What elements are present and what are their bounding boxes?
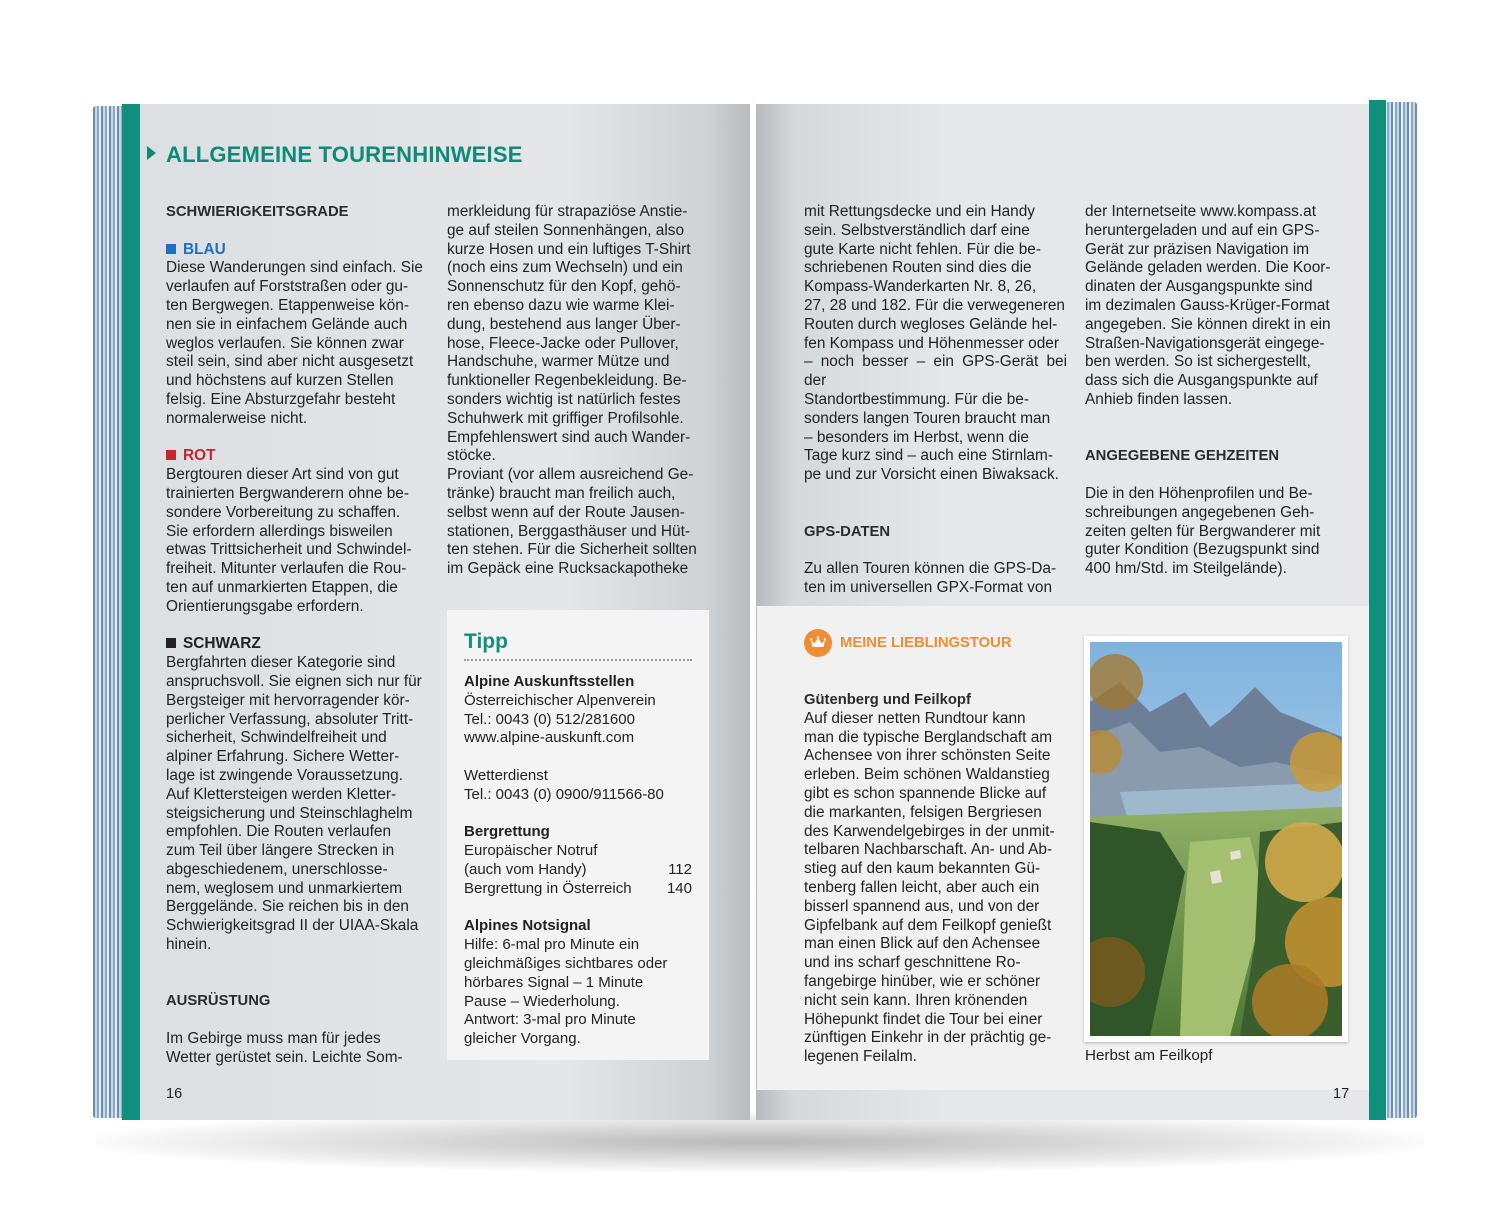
- text-line: Bergfahrten dieser Kategorie sind: [166, 654, 396, 672]
- tip-alpine-lines: [464, 692, 692, 748]
- text-line: nem, weglosem und unmarkiertem: [166, 879, 403, 897]
- text-line: ten Bergwegen. Etappenweise kön-: [166, 296, 409, 314]
- text-line: Straßen-Navigationsgerät eingege-: [1085, 334, 1325, 352]
- chevron-right-icon: [147, 146, 156, 160]
- text-line: heruntergeladen und auf ein GPS-: [1085, 221, 1320, 239]
- tip-divider: [464, 659, 692, 661]
- teal-edge-left: [122, 104, 140, 1120]
- equipment-text-right: [804, 203, 1067, 485]
- text-line: gleicher Vorgang.: [464, 1030, 581, 1048]
- text-line: telbaren Nachbarschaft. An- und Ab-: [804, 841, 1053, 859]
- difficulty-red-label: ROT: [166, 447, 429, 466]
- book-shadow: [95, 1112, 1425, 1172]
- text-line: Routen durch wegloses Gelände hel-: [804, 315, 1058, 333]
- text-line: der Internetseite www.kompass.at: [1085, 203, 1316, 220]
- text-line: trainierten Bergwanderern ohne be-: [166, 484, 409, 502]
- text-line: funktioneller Regenbekleidung. Be-: [447, 372, 687, 390]
- text-line: Gipfelbank auf dem Feilkopf genießt: [804, 916, 1052, 934]
- text-line: Schwierigkeitsgrad II der UIAA-Skala: [166, 917, 419, 935]
- favorite-tour-text: [804, 691, 1067, 1067]
- text-line: dung, bestehend aus langer Über-: [447, 315, 681, 333]
- text-line: zünftigen Einkehr in der prächtig ge-: [804, 1029, 1052, 1047]
- section-heading-equipment: AUSRÜSTUNG: [166, 993, 271, 1010]
- tour-title: Gütenberg und Feilkopf: [804, 692, 971, 708]
- text-line: normalerweise nicht.: [166, 409, 308, 427]
- text-line: nen sie in einfachem Gelände auch: [166, 315, 408, 333]
- text-line: stieg auf den kaum bekannten Gü-: [804, 860, 1041, 878]
- text-line: sonders wichtig ist natürlich festes: [447, 390, 681, 408]
- text-line: im dezimalen Gauss-Krüger-Format: [1085, 296, 1330, 314]
- text-line: etwas Trittsicherheit und Schwindel-: [166, 541, 412, 559]
- text-line: Sie erfordern allerdings bisweilen: [166, 522, 393, 540]
- text-line: Orientierungsgabe erfordern.: [166, 597, 364, 615]
- text-line: tenberg fallen leicht, aber auch ein: [804, 878, 1040, 896]
- text-line: Bergtouren dieser Art sind von gut: [166, 466, 399, 484]
- text-line: Auf Klettersteigen werden Kletter-: [166, 785, 397, 803]
- text-line: gleichmäßiges sichtbares oder: [464, 954, 668, 972]
- text-line: legenen Feilalm.: [804, 1048, 917, 1066]
- text-line: Achensee von ihrer schönsten Seite: [804, 747, 1051, 765]
- right-column-1: [804, 203, 1067, 598]
- text-line: www.alpine-auskunft.com: [464, 729, 635, 747]
- tip-rescue-number-140: 140: [666, 879, 692, 897]
- equipment-text-cont: [447, 203, 709, 579]
- tip-box: [447, 610, 709, 1060]
- text-line: Österreichischer Alpenverein: [464, 691, 656, 709]
- difficulty-blue-label: BLAU: [166, 241, 429, 260]
- crown-icon: [804, 629, 832, 657]
- text-line: zeiten gelten für Bergwanderer mit: [1085, 522, 1321, 540]
- text-line: (noch eins zum Wechseln) und ein: [447, 259, 683, 277]
- tip-title: Tipp: [464, 630, 508, 653]
- tour-description: [804, 710, 1067, 1067]
- text-line: perlicher Verfassung, absoluter Tritt-: [166, 710, 414, 728]
- section-heading-difficulty: SCHWIERIGKEITSGRADE: [166, 204, 349, 220]
- text-line: dass sich die Ausgangspunkte auf: [1085, 372, 1318, 390]
- text-line: die markanten, felsigen Bergriesen: [804, 803, 1042, 821]
- text-line: man die typische Berglandschaft am: [804, 728, 1053, 746]
- text-line: Tel.: 0043 (0) 0900/911566-80: [464, 785, 664, 803]
- black-square-icon: [166, 638, 176, 648]
- text-line: verlaufen auf Forststraßen oder gu-: [166, 278, 409, 296]
- left-column-2: [447, 203, 709, 579]
- page-number-right: 17: [1333, 1086, 1350, 1102]
- tip-signal-heading: Alpines Notsignal: [464, 917, 591, 935]
- section-heading-gps: GPS-DATEN: [804, 523, 891, 540]
- text-line: und höchstens auf kurzen Stellen: [166, 372, 394, 390]
- tip-rescue-line3: Bergrettung in Österreich: [464, 879, 632, 897]
- text-line: Gelände geladen werden. Die Koor-: [1085, 259, 1331, 277]
- red-square-icon: [166, 450, 176, 460]
- page-stack-right: [1385, 102, 1417, 1118]
- right-column-2: [1085, 203, 1348, 579]
- text-line: fen Kompass und Höhenmesser oder: [804, 334, 1059, 352]
- tip-body: [464, 673, 692, 1049]
- text-line: sein. Selbstverständlich darf eine: [804, 221, 1030, 239]
- text-line: Die in den Höhenprofilen und Be-: [1085, 484, 1313, 502]
- text-line: felsig. Eine Absturzgefahr besteht: [166, 390, 396, 408]
- text-line: hinein.: [166, 936, 212, 954]
- text-line: schreibungen angegebenen Geh-: [1085, 503, 1315, 521]
- text-line: Kompass-Wanderkarten Nr. 8, 26,: [804, 278, 1037, 296]
- text-line: Gerät zur präzisen Navigation im: [1085, 240, 1310, 258]
- text-line: Berggelände. Sie reichen bis in den: [166, 898, 409, 916]
- text-line: im Gepäck eine Rucksackapotheke: [447, 560, 689, 578]
- photo-caption: Herbst am Feilkopf: [1085, 1047, 1213, 1064]
- text-line: weglos verlaufen. Sie können zwar: [166, 334, 404, 352]
- text-line: stationen, Berggasthäuser und Hüt-: [447, 522, 690, 540]
- text-line: Zu allen Touren können die GPS-Da-: [804, 560, 1057, 578]
- text-line: merkleidung für strapaziöse Anstie-: [447, 203, 688, 220]
- text-line: empfohlen. Die Routen verlaufen: [166, 823, 392, 841]
- text-line: nicht sein kann. Ihren krönenden: [804, 991, 1028, 1009]
- text-line: freiheit. Mitunter verlaufen die Rou-: [166, 560, 407, 578]
- text-line: erleben. Beim schönen Waldanstieg: [804, 766, 1050, 784]
- tip-weather-lines: [464, 767, 692, 805]
- text-line: Wetterdienst: [464, 766, 548, 784]
- text-line: Sonnenschutz für den Kopf, gehö-: [447, 278, 681, 296]
- equipment-text: [166, 1030, 429, 1068]
- text-line: selbst wenn auf der Route Jausen-: [447, 503, 685, 521]
- text-line: steigsicherung und Steinschlaghelm: [166, 804, 413, 822]
- text-line: Tel.: 0043 (0) 512/281600: [464, 710, 635, 728]
- text-line: Proviant (vor allem ausreichend Ge-: [447, 466, 694, 484]
- text-line: steil sein, sind aber nicht ausgesetzt: [166, 353, 414, 371]
- text-line: sicherheit, Schwindelfreiheit und: [166, 729, 387, 747]
- text-line: tränke) braucht man freilich auch,: [447, 484, 676, 502]
- text-line: Auf dieser netten Rundtour kann: [804, 709, 1026, 727]
- text-line: gute Karte nicht fehlen. Für die be-: [804, 240, 1041, 258]
- page-number-left: 16: [166, 1086, 183, 1102]
- text-line: Schuhwerk mit griffiger Profilsohle.: [447, 409, 684, 427]
- text-line: alpiner Erfahrung. Sichere Wetter-: [166, 748, 400, 766]
- photo-frame: [1084, 636, 1348, 1042]
- gps-text-cont: [1085, 203, 1348, 410]
- text-line: Im Gebirge muss man für jedes: [166, 1030, 381, 1048]
- text-line: ten im universellen GPX-Format von: [804, 578, 1053, 596]
- tip-rescue-heading: Bergrettung: [464, 823, 550, 841]
- text-line: Diese Wanderungen sind einfach. Sie: [166, 259, 423, 277]
- text-line: Standortbestimmung. Für die be-: [804, 390, 1029, 408]
- text-line: – noch besser – ein GPS-Gerät bei der: [804, 353, 1067, 390]
- text-line: Hilfe: 6-mal pro Minute ein: [464, 936, 640, 954]
- landscape-photo: [1090, 642, 1342, 1036]
- text-line: Handschuhe, warmer Mütze und: [447, 353, 670, 371]
- text-line: Antwort: 3-mal pro Minute: [464, 1011, 636, 1029]
- text-line: man einen Blick auf den Achensee: [804, 935, 1041, 953]
- text-line: Tage kurz sind – auch eine Stirnlam-: [804, 447, 1053, 465]
- text-line: ten stehen. Für die Sicherheit sollten: [447, 541, 697, 559]
- text-line: 400 hm/Std. im Steilgelände).: [1085, 560, 1287, 578]
- text-line: Pause – Wiederholung.: [464, 992, 620, 1010]
- text-line: ten auf unmarkierten Etappen, die: [166, 578, 398, 596]
- times-text: [1085, 485, 1348, 579]
- text-line: und ins scharf geschnittene Ro-: [804, 954, 1021, 972]
- text-line: stöcke.: [447, 447, 496, 465]
- text-line: schriebenen Routen sind dies die: [804, 259, 1032, 277]
- text-line: hörbares Signal – 1 Minute: [464, 973, 644, 991]
- text-line: dinaten der Ausgangspunkte sind: [1085, 278, 1313, 296]
- text-line: mit Rettungsdecke und ein Handy: [804, 203, 1035, 220]
- text-line: pe und zur Vorsicht einen Biwaksack.: [804, 466, 1059, 484]
- tip-signal-lines: [464, 936, 692, 1049]
- text-line: guter Kondition (Bezugspunkt sind: [1085, 541, 1320, 559]
- text-line: abgeschiedenem, unerschlosse-: [166, 860, 388, 878]
- text-line: gibt es schon spannende Blicke auf: [804, 784, 1047, 802]
- text-line: 27, 28 und 182. Für die verwegeneren: [804, 296, 1065, 314]
- text-line: fangebirge hinüber, wie er schöner: [804, 972, 1041, 990]
- red-text: [166, 466, 429, 616]
- text-line: ge auf steilen Sonnenhängen, also: [447, 221, 685, 239]
- tip-rescue-line1: Europäischer Notruf: [464, 842, 598, 860]
- text-line: kurze Hosen und ein luftiges T-Shirt: [447, 240, 691, 258]
- text-line: sondere Vorbereitung zu schaffen.: [166, 503, 401, 521]
- text-line: sonders langen Touren braucht man: [804, 409, 1051, 427]
- black-text: [166, 654, 429, 955]
- tip-rescue-line2: (auch vom Handy): [464, 860, 587, 878]
- text-line: zum Teil über längere Strecken in: [166, 842, 395, 860]
- text-line: lage ist zwingende Voraussetzung.: [166, 766, 403, 784]
- text-line: hose, Fleece-Jacke oder Pullover,: [447, 334, 679, 352]
- text-line: – besonders im Herbst, wenn die: [804, 428, 1029, 446]
- text-line: bisserl spannend aus, und von der: [804, 897, 1040, 915]
- left-column-1: [166, 203, 429, 1068]
- text-line: Anhieb finden lassen.: [1085, 390, 1233, 408]
- teal-edge-right: [1369, 100, 1386, 1120]
- gps-text: [804, 560, 1067, 598]
- text-line: Bergsteiger mit hervorragender kör-: [166, 691, 410, 709]
- difficulty-black-label: SCHWARZ: [166, 635, 429, 654]
- text-line: ren ebenso dazu wie warme Klei-: [447, 296, 675, 314]
- text-line: angegeben. Sie können direkt in ein: [1085, 315, 1331, 333]
- text-line: des Karwendelgebirges in der unmit-: [804, 822, 1055, 840]
- blue-square-icon: [166, 244, 176, 254]
- section-heading-times: ANGEGEBENE GEHZEITEN: [1085, 448, 1280, 465]
- text-line: ben werden. So ist sichergestellt,: [1085, 353, 1311, 371]
- favorite-tour-label: MEINE LIEBLINGSTOUR: [840, 635, 1012, 651]
- text-line: Wetter gerüstet sein. Leichte Som-: [166, 1048, 403, 1066]
- blue-text: [166, 259, 429, 428]
- text-line: Höhepunkt findet die Tour bei einer: [804, 1010, 1043, 1028]
- text-line: Empfehlenswert sind auch Wander-: [447, 428, 691, 446]
- tip-rescue-number-112: 112: [668, 860, 692, 878]
- tip-alpine-heading: Alpine Auskunftsstellen: [464, 673, 635, 690]
- page-stack-left: [93, 106, 123, 1118]
- text-line: anspruchsvoll. Sie eignen sich nur für: [166, 672, 422, 690]
- chapter-heading: ALLGEMEINE TOURENHINWEISE: [147, 142, 523, 168]
